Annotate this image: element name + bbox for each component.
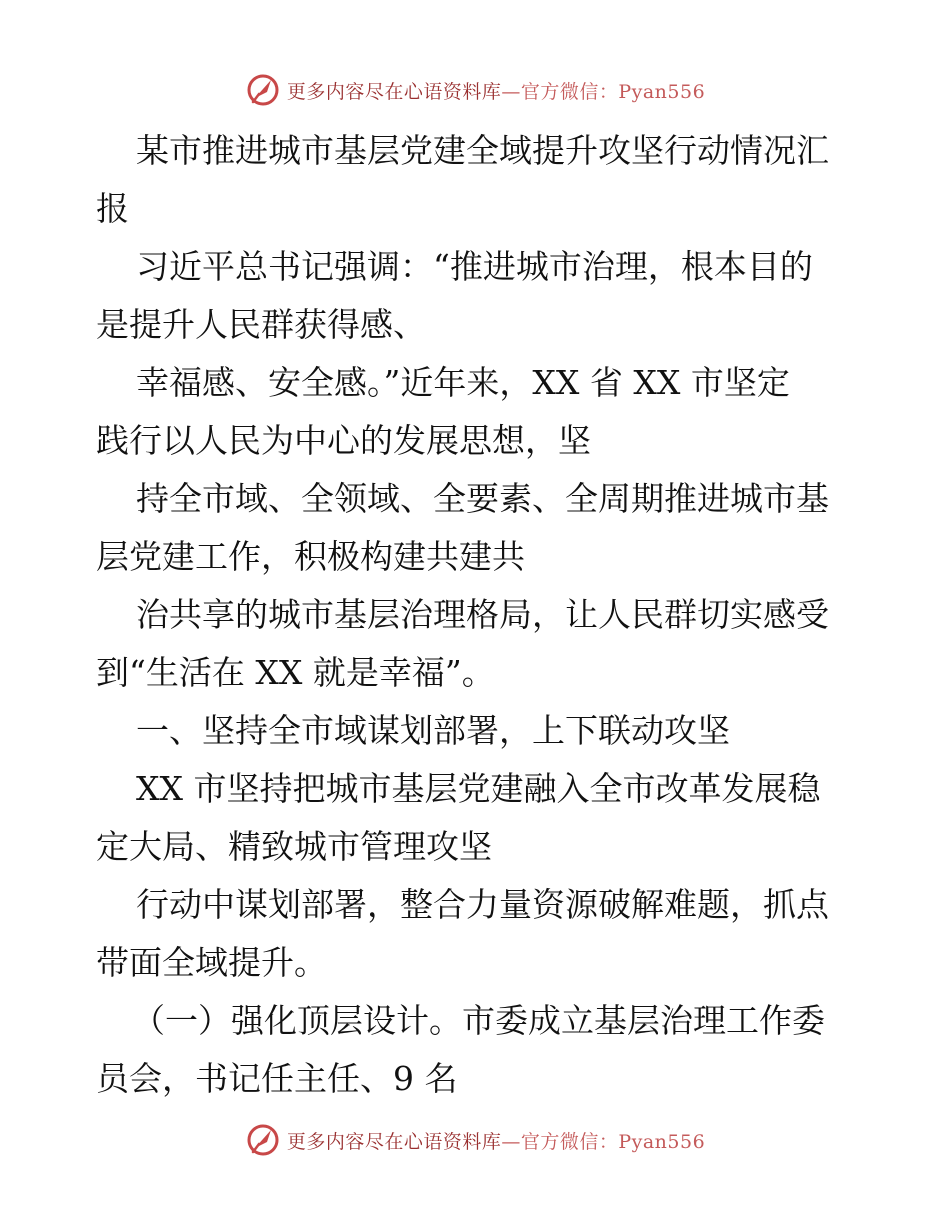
- paragraph-line: 习近平总书记强调：“推进城市治理，根本目的: [136, 247, 813, 286]
- paragraph-line: 幸福感、安全感。”近年来，XX 省 XX 市坚定: [136, 363, 790, 402]
- watermark-dash: —: [501, 80, 521, 103]
- paragraph-line: 定大局、精致城市管理攻坚: [96, 827, 492, 866]
- paragraph-line: 治共享的城市基层治理格局，让人民群切实感受: [136, 595, 829, 634]
- paragraph-line: 践行以人民为中心的发展思想，坚: [96, 421, 591, 460]
- watermark-main: 更多内容尽在心语资料库: [286, 1130, 502, 1153]
- section-heading: 一、坚持全市域谋划部署，上下联动攻坚: [136, 711, 730, 750]
- paragraph-line: 持全市域、全领域、全要素、全周期推进城市基: [136, 479, 829, 518]
- paragraph-line: 带面全域提升。: [96, 943, 327, 982]
- paragraph-line: 到“生活在 XX 就是幸福”。: [96, 653, 495, 692]
- watermark-text: [287, 77, 705, 104]
- watermark-text: [287, 1127, 705, 1154]
- watermark-main: 更多内容尽在心语资料库: [286, 80, 502, 103]
- paragraph-line: 员会，书记任主任、9 名: [96, 1059, 458, 1098]
- watermark-contact: 官方微信：Pyan556: [520, 80, 706, 103]
- document-body: [96, 122, 856, 1108]
- paragraph-line: 是提升人民群获得感、: [96, 305, 426, 344]
- paragraph-line: 行动中谋划部署，整合力量资源破解难题，抓点: [136, 885, 829, 924]
- watermark-header: [0, 68, 950, 112]
- watermark-contact: 官方微信：Pyan556: [520, 1130, 706, 1153]
- quill-logo-icon: [245, 1122, 281, 1158]
- document-title-line-2: 报: [96, 189, 129, 228]
- subsection-heading: （一）强化顶层设计。市委成立基层治理工作委: [132, 1001, 825, 1040]
- watermark-dash: —: [501, 1130, 521, 1153]
- quill-logo-icon: [245, 72, 281, 108]
- paragraph-line: XX 市坚持把城市基层党建融入全市改革发展稳: [136, 769, 821, 808]
- document-title-line-1: 某市推进城市基层党建全域提升攻坚行动情况汇: [136, 131, 829, 170]
- watermark-footer: [0, 1118, 950, 1162]
- paragraph-line: 层党建工作，积极构建共建共: [96, 537, 525, 576]
